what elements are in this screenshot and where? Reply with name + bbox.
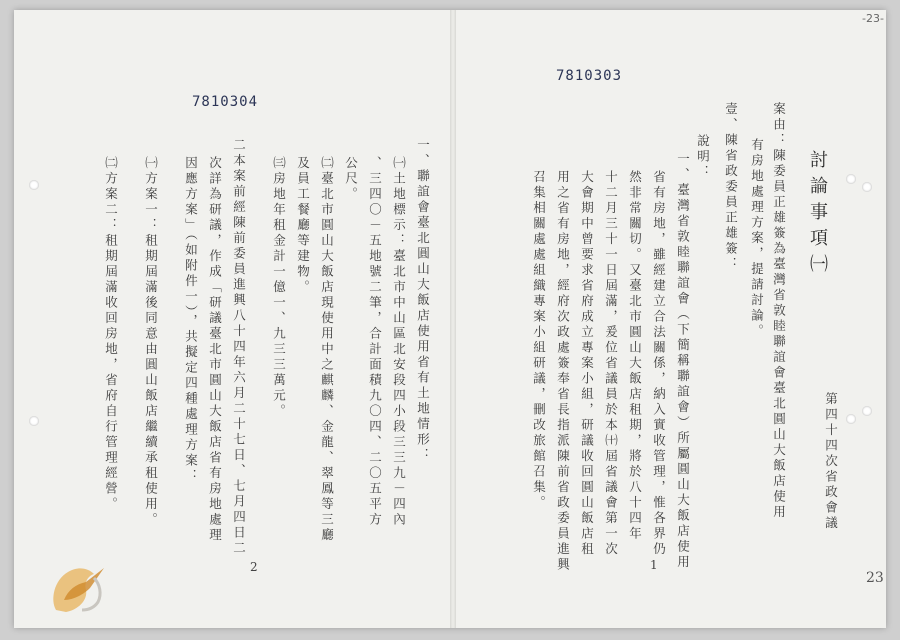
text-column: 用之省有房地，經府次政處簽奉省長指派陳前省政委員進興 [555, 170, 571, 573]
document-spread [14, 10, 886, 628]
text-column: 十二月三十一日屆滿，爰位省議員於本㈩屆省議會第一次 [603, 170, 619, 558]
text-column: ㈠土地標示：臺北市中山區北安段四小段三三九－四內 [391, 156, 407, 528]
doc-number: 7810303 [556, 68, 623, 84]
sheet-number: 23 [866, 570, 884, 586]
right-page [452, 10, 886, 628]
binding-hole [29, 416, 39, 426]
text-column: 然非常關切。又臺北市圓山大飯店租期，將於八十四年 [627, 170, 643, 542]
text-column: 次詳為研議，作成「研議臺北市圓山大飯店省有房地處理 [207, 156, 223, 544]
text-column: 壹、陳省政委員正雄簽： [723, 102, 739, 273]
binding-hole [862, 406, 872, 416]
binding-hole [846, 414, 856, 424]
text-column: 說明： [695, 134, 711, 181]
page-number: 1 [650, 558, 658, 572]
text-column: 因應方案」（如附件一），共擬定四種處理方案： [183, 156, 199, 485]
text-column: 召集相關處處組織專案小組研議，刪改旅館召集。 [531, 170, 547, 511]
text-column: 公尺。 [343, 156, 359, 203]
doc-number: 7810304 [192, 94, 259, 110]
text-column: ㈢房地年租金計一億一、九三三萬元。 [271, 156, 287, 420]
text-column: 大會期中曾要求省府成立專案小組，研議收回圓山飯店租 [579, 170, 595, 558]
text-column: ㈡臺北市圓山大飯店現使用中之麒麟、金龍、翠鳳等三廳 [319, 156, 335, 544]
meeting-label: 第四十四次省政會議 [823, 392, 839, 532]
section-title: 討論事項㈠ [807, 150, 828, 280]
left-page [14, 10, 452, 628]
archive-logo-icon [44, 560, 114, 616]
text-column: 及員工餐廳等建物。 [295, 156, 311, 296]
page-number: 2 [250, 560, 258, 574]
binding-hole [29, 180, 39, 190]
corner-mark: -23- [862, 12, 884, 25]
text-column: 案由：陳委員正雄簽為臺灣省敦睦聯誼會臺北圓山大飯店使用 [771, 102, 787, 521]
text-column: 二本案前經陳前委員進興八十四年六月二十七日、七月四日二 [231, 138, 247, 557]
binding-hole [846, 174, 856, 184]
binding-hole [862, 182, 872, 192]
text-column: ㈠方案一：租期屆滿後同意由圓山飯店繼續承租使用。 [143, 156, 159, 528]
text-column: 、三四〇－五地號二筆，合計面積九〇四、二〇五平方 [367, 156, 383, 528]
text-column: 有房地處理方案，提請討論。 [749, 138, 765, 340]
text-column: 一、臺灣省敦睦聯誼會（下簡稱聯誼會）所屬圓山大飯店使用 [675, 152, 691, 571]
text-column: 省有房地，雖經建立合法關係，納入實收管理，惟各界仍 [651, 170, 667, 558]
text-column: ㈡方案二：租期屆滿收回房地，省府自行管理經營。 [103, 156, 119, 513]
text-column: 一、聯誼會臺北圓山大飯店使用省有土地情形： [415, 138, 431, 464]
